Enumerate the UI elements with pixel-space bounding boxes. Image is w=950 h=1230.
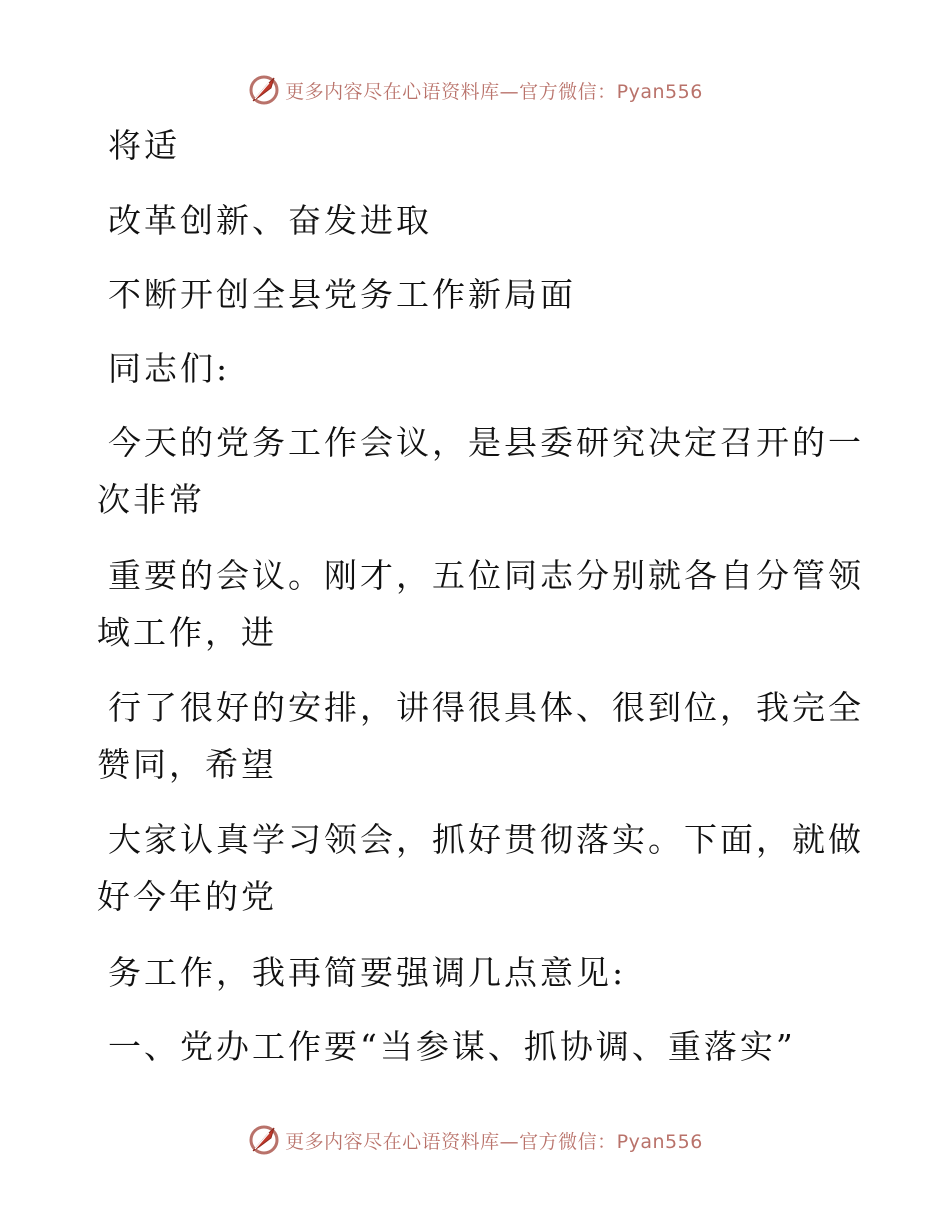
watermark-text: 更多内容尽在心语资料库—官方微信：Pyan556 (285, 80, 703, 103)
watermark-text: 更多内容尽在心语资料库—官方微信：Pyan556 (285, 1130, 703, 1153)
text-line: 次非常 (97, 480, 205, 519)
text-line: 大家认真学习领会，抓好贯彻落实。下面，就做 (108, 820, 864, 859)
quill-pen-logo-icon (247, 1123, 281, 1157)
text-line: 同志们: (108, 349, 231, 388)
watermark-footer (0, 1120, 950, 1160)
text-line: 行了很好的安排，讲得很具体、很到位，我完全 (108, 688, 864, 727)
text-line: 域工作，进 (97, 613, 277, 652)
text-line: 改革创新、奋发进取 (108, 201, 432, 240)
text-line: 重要的会议。刚才，五位同志分别就各自分管领 (108, 556, 864, 595)
text-line: 一、党办工作要“当参谋、抓协调、重落实” (108, 1027, 796, 1066)
text-line: 务工作，我再简要强调几点意见: (108, 953, 627, 992)
text-line: 不断开创全县党务工作新局面 (108, 275, 576, 314)
text-line: 今天的党务工作会议，是县委研究决定召开的一 (108, 423, 864, 462)
text-line: 好今年的党 (97, 877, 277, 916)
text-line: 将适 (108, 126, 180, 165)
text-line: 赞同，希望 (97, 745, 277, 784)
